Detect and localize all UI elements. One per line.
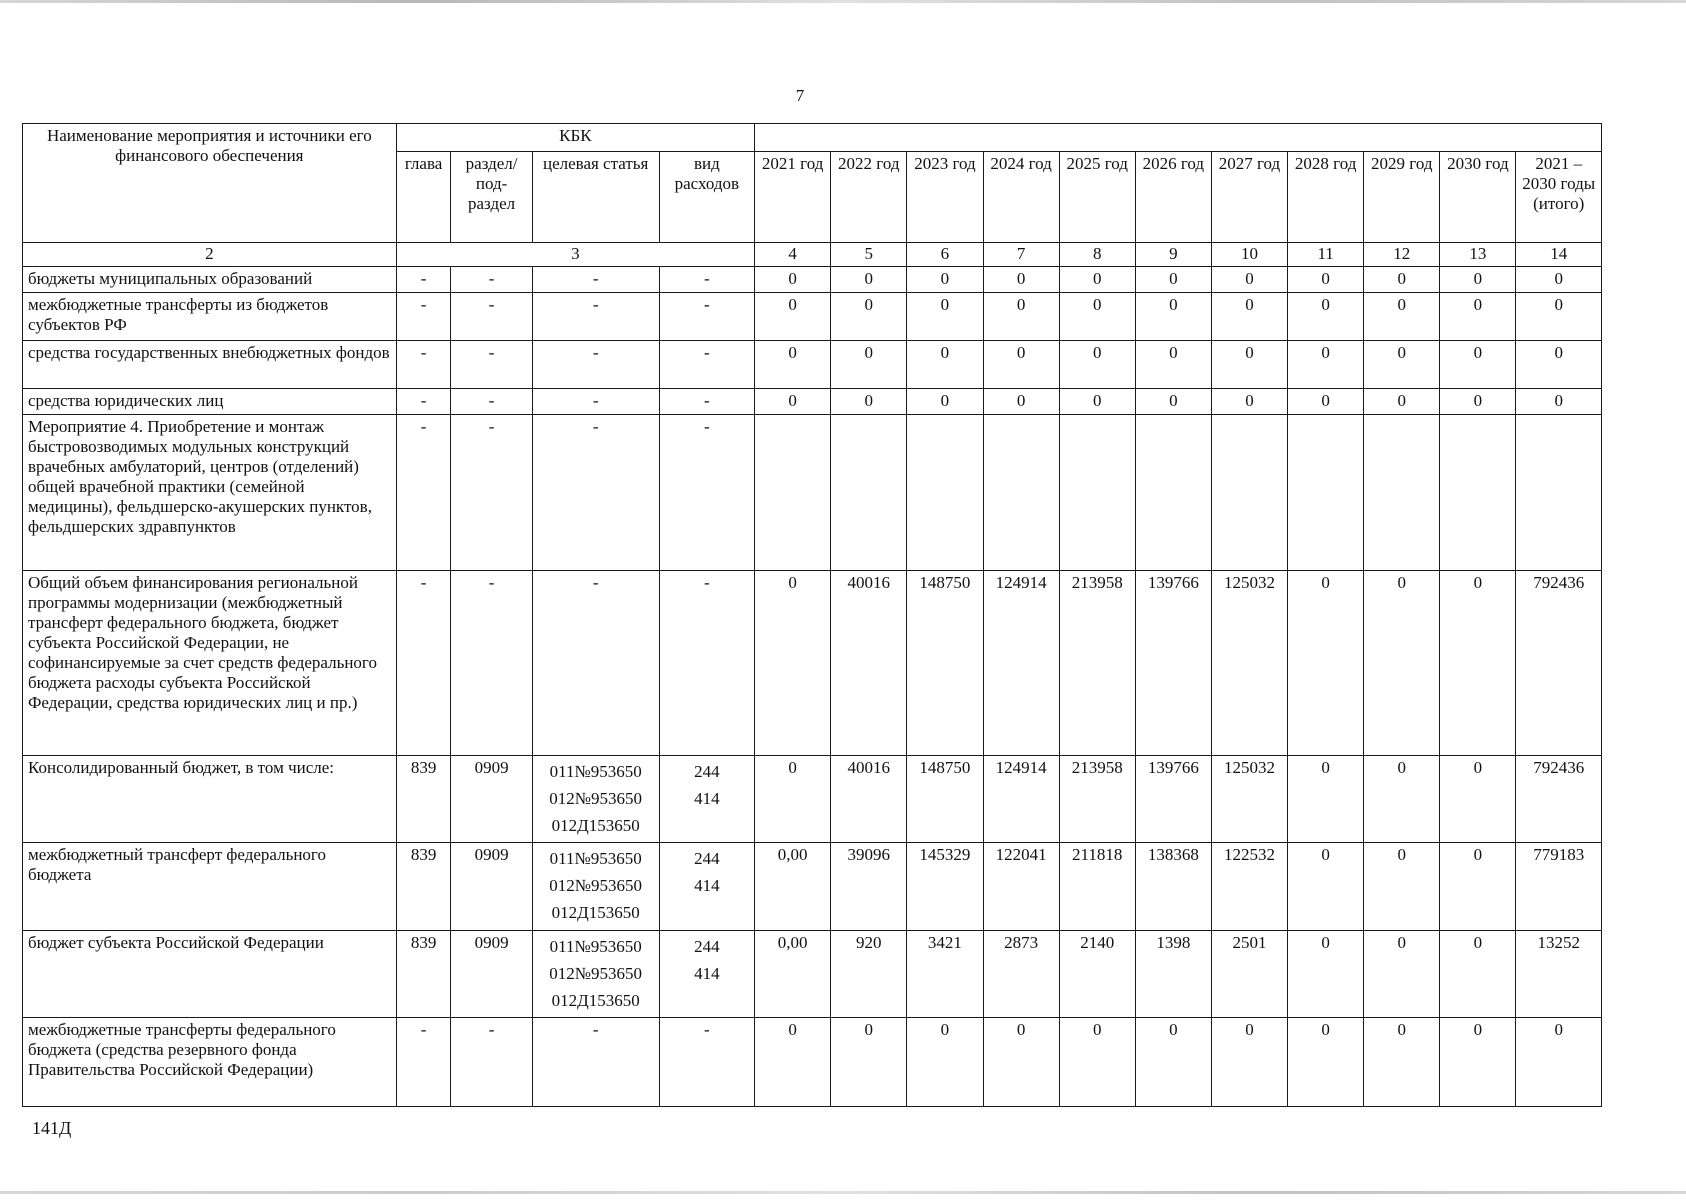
row-year-value: 0 [1288, 1018, 1364, 1107]
row-year-value: 0 [1059, 1018, 1135, 1107]
row-year-value: 213958 [1059, 755, 1135, 843]
row-year-value: 0 [1440, 340, 1516, 388]
celevaya-code: 012№953650 [549, 876, 643, 896]
table-row [23, 293, 1602, 341]
table-row [23, 755, 1602, 843]
row-vid [659, 266, 754, 292]
row-year-value: 0 [1059, 293, 1135, 341]
row-year-value: 0 [907, 293, 983, 341]
header-year: 2024 год [983, 151, 1059, 243]
celevaya-code: 012Д153650 [551, 903, 640, 923]
row-total [1516, 415, 1602, 571]
row-year-value: 0,00 [755, 843, 831, 931]
row-year-value: 0 [755, 1018, 831, 1107]
row-vid [659, 755, 754, 843]
row-year-value: 0 [983, 1018, 1059, 1107]
row-year-value: 0 [907, 340, 983, 388]
row-year-value: 0 [1364, 571, 1440, 755]
row-year-value: 0 [1440, 293, 1516, 341]
row-total: 792436 [1516, 755, 1602, 843]
vid-code: 414 [694, 963, 720, 983]
row-celevaya [532, 571, 659, 755]
row-glava: 839 [396, 930, 451, 1018]
celevaya-code: 012№953650 [549, 963, 643, 983]
row-year-value [755, 415, 831, 571]
row-year-value: 125032 [1211, 571, 1287, 755]
row-total: 0 [1516, 388, 1602, 414]
row-year-value: 0 [831, 266, 907, 292]
table-row [23, 1018, 1602, 1107]
row-year-value: 139766 [1135, 755, 1211, 843]
row-year-value: 0 [1135, 388, 1211, 414]
row-razdel: - [451, 266, 532, 292]
row-year-value: 145329 [907, 843, 983, 931]
row-year-value: 0 [831, 388, 907, 414]
row-year-value: 0 [907, 1018, 983, 1107]
row-year-value [1364, 415, 1440, 571]
row-year-value: 0 [755, 266, 831, 292]
row-year-value: 148750 [907, 571, 983, 755]
row-razdel: 0909 [451, 930, 532, 1018]
row-year-value: 138368 [1135, 843, 1211, 931]
row-celevaya [532, 755, 659, 843]
row-year-value: 0 [1440, 571, 1516, 755]
vid-code: - [704, 417, 710, 437]
row-year-value: 0 [1211, 293, 1287, 341]
header-year: 2026 год [1135, 151, 1211, 243]
row-year-value: 0 [755, 293, 831, 341]
header-year: 2021 год [755, 151, 831, 243]
row-year-value: 0 [755, 571, 831, 755]
row-year-value: 40016 [831, 755, 907, 843]
col-number: 7 [983, 243, 1059, 266]
row-year-value: 3421 [907, 930, 983, 1018]
row-year-value: 0 [831, 1018, 907, 1107]
celevaya-code: 011№953650 [549, 849, 642, 869]
row-year-value: 920 [831, 930, 907, 1018]
row-razdel: - [451, 571, 532, 755]
row-year-value: 0 [755, 755, 831, 843]
celevaya-code: 012Д153650 [551, 990, 640, 1010]
row-year-value: 0 [983, 388, 1059, 414]
row-name: межбюджетный трансферт федерального бюджета [23, 843, 397, 931]
row-year-value: 0 [1440, 388, 1516, 414]
row-vid [659, 388, 754, 414]
row-name: Консолидированный бюджет, в том числе: [23, 755, 397, 843]
header-year: 2025 год [1059, 151, 1135, 243]
row-razdel: 0909 [451, 755, 532, 843]
row-year-value [1059, 415, 1135, 571]
col-number: 14 [1516, 243, 1602, 266]
row-total: 779183 [1516, 843, 1602, 931]
col-number: 8 [1059, 243, 1135, 266]
vid-code: 244 [694, 761, 720, 781]
row-year-value: 0 [1288, 571, 1364, 755]
row-year-value [1135, 415, 1211, 571]
row-name: межбюджетные трансферты из бюджетов субъектов РФ [23, 293, 397, 341]
row-vid [659, 293, 754, 341]
scan-edge-bottom [0, 1191, 1686, 1194]
table-row [23, 571, 1602, 755]
row-year-value: 0,00 [755, 930, 831, 1018]
row-celevaya [532, 930, 659, 1018]
row-year-value: 139766 [1135, 571, 1211, 755]
row-year-value: 0 [983, 340, 1059, 388]
vid-code: 244 [694, 849, 720, 869]
col-number: 12 [1364, 243, 1440, 266]
row-vid [659, 415, 754, 571]
row-name: межбюджетные трансферты федерального бюджета (средства резервного фонда Правительства Российской Федерации) [23, 1018, 397, 1107]
row-year-value: 211818 [1059, 843, 1135, 931]
col-number: 2 [23, 243, 397, 266]
row-glava: - [396, 266, 451, 292]
row-celevaya [532, 415, 659, 571]
row-year-value: 122041 [983, 843, 1059, 931]
header-year: 2023 год [907, 151, 983, 243]
vid-code: - [704, 342, 710, 362]
footer-code: 141Д [32, 1118, 72, 1138]
row-total: 0 [1516, 340, 1602, 388]
celevaya-code: - [592, 390, 599, 410]
row-glava: 839 [396, 755, 451, 843]
header-glava: глава [396, 151, 451, 243]
header-year: 2029 год [1364, 151, 1440, 243]
row-razdel: - [451, 1018, 532, 1107]
header-year: 2030 год [1440, 151, 1516, 243]
header-name-col: Наименование мероприятия и источники его финансового обеспечения [23, 124, 397, 243]
celevaya-code: - [592, 1020, 599, 1040]
row-year-value: 0 [1288, 755, 1364, 843]
vid-code: 414 [694, 876, 720, 896]
row-year-value: 0 [1288, 388, 1364, 414]
row-year-value: 0 [907, 388, 983, 414]
row-year-value: 0 [1364, 755, 1440, 843]
celevaya-code: 011№953650 [549, 761, 642, 781]
row-vid [659, 571, 754, 755]
row-razdel: 0909 [451, 843, 532, 931]
col-number: 5 [831, 243, 907, 266]
row-year-value: 0 [983, 266, 1059, 292]
row-vid [659, 843, 754, 931]
header-celevaya: целевая статья [532, 151, 659, 243]
col-number: 4 [755, 243, 831, 266]
col-number: 9 [1135, 243, 1211, 266]
row-year-value: 0 [1364, 843, 1440, 931]
row-year-value: 0 [755, 340, 831, 388]
row-celevaya [532, 293, 659, 341]
vid-code: - [704, 295, 710, 315]
celevaya-code: 011№953650 [549, 936, 642, 956]
col-number: 13 [1440, 243, 1516, 266]
row-year-value: 0 [1211, 266, 1287, 292]
row-celevaya [532, 1018, 659, 1107]
row-name: средства юридических лиц [23, 388, 397, 414]
table-row [23, 266, 1602, 292]
celevaya-code: 012Д153650 [551, 815, 640, 835]
row-name: бюджет субъекта Российской Федерации [23, 930, 397, 1018]
row-year-value: 2501 [1211, 930, 1287, 1018]
header-year: 2022 год [831, 151, 907, 243]
row-glava: - [396, 340, 451, 388]
table-row [23, 930, 1602, 1018]
row-year-value: 0 [1211, 340, 1287, 388]
row-year-value: 0 [755, 388, 831, 414]
row-razdel: - [451, 388, 532, 414]
vid-code: 414 [694, 788, 720, 808]
row-year-value: 0 [1364, 1018, 1440, 1107]
row-year-value: 1398 [1135, 930, 1211, 1018]
vid-code: 244 [694, 936, 720, 956]
row-year-value: 2873 [983, 930, 1059, 1018]
table-row [23, 415, 1602, 571]
row-year-value [1288, 415, 1364, 571]
vid-code: - [704, 268, 710, 288]
row-year-value: 124914 [983, 571, 1059, 755]
row-year-value: 0 [1440, 843, 1516, 931]
row-year-value [1211, 415, 1287, 571]
vid-code: - [704, 573, 710, 593]
row-glava: - [396, 293, 451, 341]
celevaya-code: 012№953650 [549, 788, 643, 808]
row-year-value: 0 [1288, 340, 1364, 388]
row-year-value: 39096 [831, 843, 907, 931]
celevaya-code: - [592, 417, 599, 437]
row-razdel: - [451, 415, 532, 571]
row-year-value: 0 [1211, 388, 1287, 414]
row-year-value: 0 [1288, 266, 1364, 292]
row-year-value: 0 [1059, 340, 1135, 388]
row-year-value: 0 [907, 266, 983, 292]
header-total: 2021 – 2030 годы (итого) [1516, 151, 1602, 243]
row-razdel: - [451, 293, 532, 341]
table-row [23, 843, 1602, 931]
row-glava: - [396, 1018, 451, 1107]
row-year-value: 0 [1364, 930, 1440, 1018]
header-years-group [755, 124, 1602, 152]
header-year: 2028 год [1288, 151, 1364, 243]
col-number: 11 [1288, 243, 1364, 266]
page-number: 7 [795, 86, 805, 105]
row-year-value: 0 [831, 293, 907, 341]
row-year-value: 0 [831, 340, 907, 388]
vid-code: - [704, 390, 710, 410]
row-year-value: 124914 [983, 755, 1059, 843]
row-total: 0 [1516, 293, 1602, 341]
row-year-value: 125032 [1211, 755, 1287, 843]
row-glava: 839 [396, 843, 451, 931]
row-name: бюджеты муниципальных образований [23, 266, 397, 292]
row-vid [659, 340, 754, 388]
header-vid: вид расходов [659, 151, 754, 243]
celevaya-code: - [592, 295, 599, 315]
col-number: 10 [1211, 243, 1287, 266]
row-celevaya [532, 340, 659, 388]
row-year-value: 0 [1059, 266, 1135, 292]
row-year-value: 0 [1288, 930, 1364, 1018]
row-year-value: 0 [1135, 340, 1211, 388]
header-razdel: раздел/ под-раздел [451, 151, 532, 243]
column-number-row [23, 243, 1602, 266]
col-number: 6 [907, 243, 983, 266]
row-year-value: 213958 [1059, 571, 1135, 755]
row-celevaya [532, 843, 659, 931]
header-year: 2027 год [1211, 151, 1287, 243]
row-total: 0 [1516, 1018, 1602, 1107]
row-year-value: 0 [983, 293, 1059, 341]
row-year-value: 0 [1135, 266, 1211, 292]
row-year-value: 40016 [831, 571, 907, 755]
vid-code: - [704, 1020, 710, 1040]
row-name: средства государственных внебюджетных фондов [23, 340, 397, 388]
celevaya-code: - [592, 342, 599, 362]
row-year-value: 122532 [1211, 843, 1287, 931]
row-year-value: 0 [1440, 930, 1516, 1018]
row-year-value: 0 [1059, 388, 1135, 414]
row-year-value: 0 [1364, 340, 1440, 388]
row-vid [659, 930, 754, 1018]
row-vid [659, 1018, 754, 1107]
row-glava: - [396, 388, 451, 414]
row-total: 0 [1516, 266, 1602, 292]
col-number: 3 [396, 243, 754, 266]
row-year-value: 0 [1364, 266, 1440, 292]
row-razdel: - [451, 340, 532, 388]
row-year-value: 0 [1135, 293, 1211, 341]
row-year-value: 0 [1135, 1018, 1211, 1107]
row-celevaya [532, 266, 659, 292]
row-year-value: 2140 [1059, 930, 1135, 1018]
scan-edge-top [0, 0, 1686, 3]
table-row [23, 388, 1602, 414]
row-name: Общий объем финансирования региональной программы модернизации (межбюджетный трансферт федерального бюджета, бюджет субъекта Российской Федерации, не софинансируемые за счет средств федерального бюджета расходы субъекта Российской Федерации, средства юридических лиц и пр.) [23, 571, 397, 755]
row-glava: - [396, 571, 451, 755]
row-total: 792436 [1516, 571, 1602, 755]
row-name: Мероприятие 4. Приобретение и монтаж быстровозводимых модульных конструкций врачебных амбулаторий, центров (отделений) общей врачебной практики (семейной медицины), фельдшерско-акушерских пунктов, фельдшерских здравпунктов [23, 415, 397, 571]
row-year-value [983, 415, 1059, 571]
row-year-value [907, 415, 983, 571]
row-year-value: 0 [1364, 293, 1440, 341]
row-year-value: 0 [1288, 293, 1364, 341]
header-kbk: КБК [396, 124, 754, 152]
row-year-value: 0 [1440, 1018, 1516, 1107]
row-year-value: 0 [1440, 755, 1516, 843]
row-glava: - [396, 415, 451, 571]
celevaya-code: - [592, 268, 599, 288]
row-total: 13252 [1516, 930, 1602, 1018]
row-year-value [831, 415, 907, 571]
row-year-value: 0 [1211, 1018, 1287, 1107]
row-celevaya [532, 388, 659, 414]
row-year-value: 0 [1440, 266, 1516, 292]
row-year-value: 0 [1288, 843, 1364, 931]
row-year-value: 148750 [907, 755, 983, 843]
celevaya-code: - [592, 573, 599, 593]
financing-table [22, 123, 1602, 1107]
row-year-value: 0 [1364, 388, 1440, 414]
table-row [23, 340, 1602, 388]
header-row-1 [23, 124, 1602, 152]
row-year-value [1440, 415, 1516, 571]
